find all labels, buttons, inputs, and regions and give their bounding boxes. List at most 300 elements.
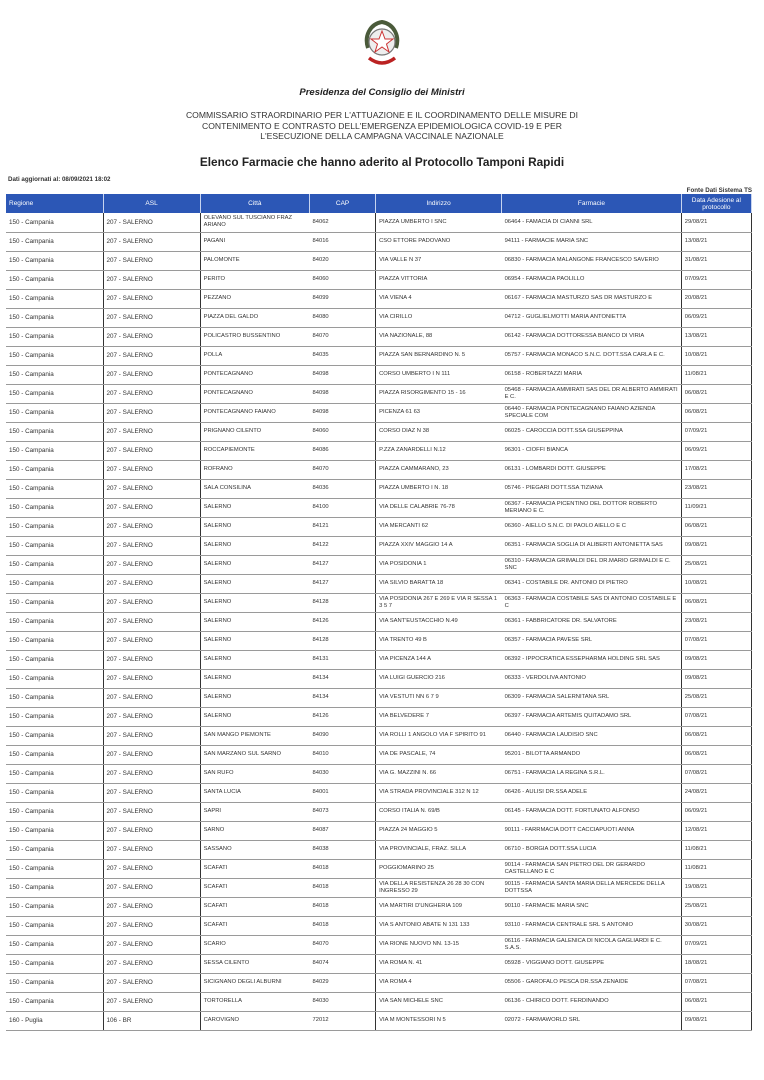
cell-citta: PIAZZA DEL GALDO: [200, 308, 309, 327]
cell-cap: 84018: [310, 859, 376, 878]
cell-regione: 150 - Campania: [6, 498, 103, 517]
cell-indirizzo: PIAZZA XXIV MAGGIO 14 A: [376, 536, 502, 555]
cell-farmacia: 06310 - FARMACIA GRIMALDI DEL DR.MARIO GRIMALDI E C. SNC: [502, 555, 682, 574]
cell-asl: 207 - SALERNO: [103, 460, 200, 479]
cell-farmacia: 06116 - FARMACIA GALENICA DI NICOLA GAGLIARDI E C. S.A.S.: [502, 935, 682, 954]
cell-asl: 207 - SALERNO: [103, 308, 200, 327]
cell-data-adesione: 07/08/21: [681, 973, 751, 992]
cell-citta: CAROVIGNO: [200, 1011, 309, 1030]
cell-farmacia: 06142 - FARMACIA DOTTORESSA BIANCO DI VIRIA: [502, 327, 682, 346]
cell-farmacia: 96301 - CIOFFI BIANCA: [502, 441, 682, 460]
cell-citta: SAN MANGO PIEMONTE: [200, 726, 309, 745]
table-row: [6, 764, 752, 783]
table-row: [6, 498, 752, 517]
cell-regione: 150 - Campania: [6, 992, 103, 1011]
cell-asl: 207 - SALERNO: [103, 707, 200, 726]
cell-citta: PAGANI: [200, 232, 309, 251]
cell-data-adesione: 06/08/21: [681, 745, 751, 764]
cell-citta: PRIGNANO CILENTO: [200, 422, 309, 441]
cell-citta: SALERNO: [200, 574, 309, 593]
cell-citta: SALA CONSILINA: [200, 479, 309, 498]
cell-asl: 207 - SALERNO: [103, 954, 200, 973]
cell-cap: 84126: [310, 707, 376, 726]
cell-farmacia: 94111 - FARMACIE MARIA SNC: [502, 232, 682, 251]
cell-indirizzo: VIA POSIDONIA 267 E 269 E VIA R SESSA 1 3 5 7: [376, 593, 502, 612]
cell-cap: 84062: [310, 213, 376, 232]
cell-data-adesione: 13/08/21: [681, 232, 751, 251]
cell-data-adesione: 10/08/21: [681, 574, 751, 593]
column-header-regione: Regione: [6, 194, 103, 213]
cell-farmacia: 06397 - FARMACIA ARTEMIS QUITADAMO SRL: [502, 707, 682, 726]
cell-farmacia: 06710 - BORGIA DOTT.SSA LUCIA: [502, 840, 682, 859]
table-row: [6, 745, 752, 764]
cell-farmacia: 02072 - FARMAWORLD SRL: [502, 1011, 682, 1030]
cell-farmacia: 95201 - BILOTTA ARMANDO: [502, 745, 682, 764]
cell-regione: 150 - Campania: [6, 593, 103, 612]
table-row: [6, 631, 752, 650]
cell-cap: 84018: [310, 878, 376, 897]
cell-asl: 207 - SALERNO: [103, 878, 200, 897]
table-header-row: [6, 194, 752, 213]
cell-asl: 207 - SALERNO: [103, 517, 200, 536]
cell-cap: 84073: [310, 802, 376, 821]
table-row: [6, 403, 752, 422]
cell-asl: 106 - BR: [103, 1011, 200, 1030]
cell-asl: 207 - SALERNO: [103, 802, 200, 821]
cell-farmacia: 06830 - FARMACIA MALANGONE FRANCESCO SAVERIO: [502, 251, 682, 270]
cell-regione: 150 - Campania: [6, 422, 103, 441]
cell-indirizzo: VIA VALLE N 37: [376, 251, 502, 270]
cell-indirizzo: VIA DELLA RESISTENZA 26 28 30 CON INGRESSO 29: [376, 878, 502, 897]
cell-indirizzo: VIA BELVEDERE 7: [376, 707, 502, 726]
cell-indirizzo: VIA LUIGI GUERCIO 216: [376, 669, 502, 688]
column-header-citta: Città: [200, 194, 309, 213]
cell-cap: 84127: [310, 574, 376, 593]
cell-indirizzo: CORSO ITALIA N. 69/B: [376, 802, 502, 821]
cell-citta: SCAFATI: [200, 878, 309, 897]
cell-farmacia: 04712 - GUGLIELMOTTI MARIA ANTONIETTA: [502, 308, 682, 327]
cell-indirizzo: PIAZZA 24 MAGGIO 5: [376, 821, 502, 840]
cell-indirizzo: VIA SAN MICHELE SNC: [376, 992, 502, 1011]
cell-indirizzo: VIA DE PASCALE, 74: [376, 745, 502, 764]
cell-citta: POLLA: [200, 346, 309, 365]
cell-regione: 150 - Campania: [6, 726, 103, 745]
column-header-indirizzo: Indirizzo: [376, 194, 502, 213]
cell-asl: 207 - SALERNO: [103, 726, 200, 745]
cell-regione: 150 - Campania: [6, 783, 103, 802]
cell-data-adesione: 06/09/21: [681, 441, 751, 460]
cell-indirizzo: VIA STRADA PROVINCIALE 312 N 12: [376, 783, 502, 802]
cell-farmacia: 90114 - FARMACIA SAN PIETRO DEL DR GERARDO CASTELLANO E C: [502, 859, 682, 878]
cell-data-adesione: 07/08/21: [681, 764, 751, 783]
cell-citta: SALERNO: [200, 555, 309, 574]
table-row: [6, 840, 752, 859]
table-row: [6, 384, 752, 403]
cell-data-adesione: 06/08/21: [681, 384, 751, 403]
cell-data-adesione: 07/08/21: [681, 707, 751, 726]
cell-regione: 150 - Campania: [6, 289, 103, 308]
cell-data-adesione: 06/09/21: [681, 308, 751, 327]
cell-cap: 84128: [310, 631, 376, 650]
cell-asl: 207 - SALERNO: [103, 631, 200, 650]
cell-data-adesione: 11/08/21: [681, 840, 751, 859]
table-row: [6, 878, 752, 897]
table-row: [6, 574, 752, 593]
cell-data-adesione: 11/09/21: [681, 498, 751, 517]
cell-asl: 207 - SALERNO: [103, 593, 200, 612]
cell-indirizzo: VIA SANT'EUSTACCHIO N.49: [376, 612, 502, 631]
cell-data-adesione: 06/08/21: [681, 992, 751, 1011]
cell-asl: 207 - SALERNO: [103, 232, 200, 251]
cell-data-adesione: 10/08/21: [681, 346, 751, 365]
cell-asl: 207 - SALERNO: [103, 612, 200, 631]
table-row: [6, 992, 752, 1011]
cell-asl: 207 - SALERNO: [103, 783, 200, 802]
cell-farmacia: 06309 - FARMACIA SALERNITANA SRL: [502, 688, 682, 707]
cell-regione: 150 - Campania: [6, 840, 103, 859]
cell-data-adesione: 11/08/21: [681, 859, 751, 878]
last-updated: Dati aggiornati al: 08/09/2021 18:02: [8, 176, 111, 183]
cell-data-adesione: 23/08/21: [681, 479, 751, 498]
cell-farmacia: 06136 - CHIRICO DOTT. FERDINANDO: [502, 992, 682, 1011]
cell-regione: 150 - Campania: [6, 384, 103, 403]
cell-data-adesione: 23/08/21: [681, 612, 751, 631]
cell-citta: PALOMONTE: [200, 251, 309, 270]
cell-regione: 150 - Campania: [6, 973, 103, 992]
table-row: [6, 346, 752, 365]
cell-cap: 84060: [310, 270, 376, 289]
table-row: [6, 612, 752, 631]
cell-indirizzo: VIA VESTUTI NN 6 7 9: [376, 688, 502, 707]
cell-farmacia: 06440 - FARMACIA PONTECAGNANO FAIANO AZIENDA SPECIALE COM: [502, 403, 682, 422]
cell-data-adesione: 06/08/21: [681, 726, 751, 745]
cell-regione: 150 - Campania: [6, 365, 103, 384]
cell-asl: 207 - SALERNO: [103, 365, 200, 384]
cell-regione: 150 - Campania: [6, 878, 103, 897]
cell-farmacia: 06360 - AIELLO S.N.C. DI PAOLO AIELLO E C: [502, 517, 682, 536]
cell-indirizzo: CORSO UMBERTO I N 111: [376, 365, 502, 384]
cell-farmacia: 06361 - FABBRICATORE DR. SALVATORE: [502, 612, 682, 631]
table-row: [6, 688, 752, 707]
cell-regione: 150 - Campania: [6, 764, 103, 783]
cell-citta: PONTECAGNANO FAIANO: [200, 403, 309, 422]
cell-farmacia: 06131 - LOMBARDI DOTT. GIUSEPPE: [502, 460, 682, 479]
cell-regione: 150 - Campania: [6, 802, 103, 821]
cell-asl: 207 - SALERNO: [103, 384, 200, 403]
cell-asl: 207 - SALERNO: [103, 992, 200, 1011]
cell-indirizzo: VIA PICENZA 144 A: [376, 650, 502, 669]
cell-regione: 150 - Campania: [6, 631, 103, 650]
cell-data-adesione: 20/08/21: [681, 289, 751, 308]
cell-asl: 207 - SALERNO: [103, 669, 200, 688]
cell-farmacia: 06357 - FARMACIA PAVESE SRL: [502, 631, 682, 650]
cell-indirizzo: VIA MARTIRI D'UNGHERIA 109: [376, 897, 502, 916]
cell-data-adesione: 06/09/21: [681, 802, 751, 821]
cell-citta: SCAFATI: [200, 916, 309, 935]
cell-indirizzo: CSO ETTORE PADOVANO: [376, 232, 502, 251]
cell-farmacia: 06145 - FARMACIA DOTT. FORTUNATO ALFONSO: [502, 802, 682, 821]
cell-asl: 207 - SALERNO: [103, 289, 200, 308]
cell-cap: 84070: [310, 935, 376, 954]
cell-asl: 207 - SALERNO: [103, 840, 200, 859]
cell-cap: 84030: [310, 992, 376, 1011]
cell-asl: 207 - SALERNO: [103, 498, 200, 517]
cell-citta: SAPRI: [200, 802, 309, 821]
cell-cap: 84029: [310, 973, 376, 992]
cell-cap: 84018: [310, 916, 376, 935]
table-row: [6, 289, 752, 308]
cell-data-adesione: 07/08/21: [681, 631, 751, 650]
cell-farmacia: 06426 - AULISI DR.SSA ADELE: [502, 783, 682, 802]
cell-citta: SCAFATI: [200, 897, 309, 916]
cell-asl: 207 - SALERNO: [103, 935, 200, 954]
cell-asl: 207 - SALERNO: [103, 346, 200, 365]
table-row: [6, 308, 752, 327]
pharmacy-table: [6, 194, 752, 1031]
document-title: Elenco Farmacie che hanno aderito al Protocollo Tamponi Rapidi: [199, 155, 565, 169]
cell-indirizzo: VIA TRENTO 49 B: [376, 631, 502, 650]
cell-regione: 150 - Campania: [6, 745, 103, 764]
cell-regione: 150 - Campania: [6, 935, 103, 954]
table-row: [6, 1011, 752, 1030]
cell-indirizzo: VIA VIENA 4: [376, 289, 502, 308]
cell-data-adesione: 06/08/21: [681, 593, 751, 612]
cell-indirizzo: VIA ROMA N. 41: [376, 954, 502, 973]
cell-regione: 150 - Campania: [6, 897, 103, 916]
cell-regione: 150 - Campania: [6, 251, 103, 270]
cell-cap: 84030: [310, 764, 376, 783]
cell-regione: 150 - Campania: [6, 479, 103, 498]
column-header-cap: CAP: [310, 194, 376, 213]
cell-citta: SARNO: [200, 821, 309, 840]
cell-indirizzo: VIA POSIDONIA 1: [376, 555, 502, 574]
cell-data-adesione: 11/08/21: [681, 365, 751, 384]
cell-farmacia: 06158 - ROBERTAZZI MARIA: [502, 365, 682, 384]
cell-farmacia: 06341 - COSTABILE DR. ANTONIO DI PIETRO: [502, 574, 682, 593]
cell-citta: OLEVANO SUL TUSCIANO FRAZ ARIANO: [200, 213, 309, 232]
cell-regione: 150 - Campania: [6, 707, 103, 726]
cell-cap: 84099: [310, 289, 376, 308]
cell-indirizzo: POGGIOMARINO 25: [376, 859, 502, 878]
cell-cap: 84018: [310, 897, 376, 916]
cell-indirizzo: VIA ROMA 4: [376, 973, 502, 992]
commissario-line: L'ESECUZIONE DELLA CAMPAGNA VACCINALE NAZIONALE: [260, 131, 504, 141]
table-row: [6, 270, 752, 289]
cell-indirizzo: VIA CIRILLO: [376, 308, 502, 327]
cell-data-adesione: 18/08/21: [681, 954, 751, 973]
cell-asl: 207 - SALERNO: [103, 859, 200, 878]
cell-cap: 84038: [310, 840, 376, 859]
cell-farmacia: 06440 - FARMACIA LAUDISIO SNC: [502, 726, 682, 745]
cell-indirizzo: PIAZZA SAN BERNARDINO N. 5: [376, 346, 502, 365]
table-row: [6, 973, 752, 992]
cell-cap: 84080: [310, 308, 376, 327]
cell-citta: TORTORELLA: [200, 992, 309, 1011]
cell-citta: SALERNO: [200, 517, 309, 536]
cell-data-adesione: 07/09/21: [681, 270, 751, 289]
cell-data-adesione: 24/08/21: [681, 783, 751, 802]
cell-regione: 150 - Campania: [6, 403, 103, 422]
cell-data-adesione: 25/08/21: [681, 555, 751, 574]
cell-citta: PONTECAGNANO: [200, 384, 309, 403]
table-row: [6, 517, 752, 536]
cell-farmacia: 90111 - FARRMACIA DOTT CACCIAPUOTI ANNA: [502, 821, 682, 840]
cell-citta: POLICASTRO BUSSENTINO: [200, 327, 309, 346]
cell-indirizzo: VIA S ANTONIO ABATE N 131 133: [376, 916, 502, 935]
cell-citta: SALERNO: [200, 593, 309, 612]
cell-regione: 150 - Campania: [6, 954, 103, 973]
cell-farmacia: 90110 - FARMACIE MARIA SNC: [502, 897, 682, 916]
emblem-of-italy-icon: [360, 18, 404, 74]
cell-citta: SALERNO: [200, 536, 309, 555]
cell-regione: 150 - Campania: [6, 574, 103, 593]
cell-asl: 207 - SALERNO: [103, 270, 200, 289]
table-row: [6, 707, 752, 726]
cell-citta: PONTECAGNANO: [200, 365, 309, 384]
table-row: [6, 935, 752, 954]
table-row: [6, 726, 752, 745]
cell-farmacia: 93110 - FARMACIA CENTRALE SRL S ANTONIO: [502, 916, 682, 935]
cell-regione: 150 - Campania: [6, 669, 103, 688]
column-header-data-adesione: Data Adesione al protocollo: [681, 194, 751, 213]
cell-data-adesione: 06/08/21: [681, 403, 751, 422]
table-row: [6, 365, 752, 384]
cell-data-adesione: 09/08/21: [681, 669, 751, 688]
cell-asl: 207 - SALERNO: [103, 688, 200, 707]
cell-farmacia: 06954 - FARMACIA PAOLILLO: [502, 270, 682, 289]
cell-data-adesione: 06/08/21: [681, 517, 751, 536]
cell-cap: 84074: [310, 954, 376, 973]
table-row: [6, 802, 752, 821]
table-row: [6, 669, 752, 688]
column-header-farmacie: Farmacie: [502, 194, 682, 213]
cell-citta: SCAFATI: [200, 859, 309, 878]
cell-asl: 207 - SALERNO: [103, 821, 200, 840]
cell-regione: 150 - Campania: [6, 612, 103, 631]
cell-cap: 84134: [310, 669, 376, 688]
cell-cap: 84131: [310, 650, 376, 669]
table-row: [6, 460, 752, 479]
cell-cap: 84126: [310, 612, 376, 631]
cell-regione: 150 - Campania: [6, 346, 103, 365]
cell-asl: 207 - SALERNO: [103, 973, 200, 992]
cell-regione: 160 - Puglia: [6, 1011, 103, 1030]
cell-asl: 207 - SALERNO: [103, 745, 200, 764]
cell-data-adesione: 09/08/21: [681, 536, 751, 555]
cell-data-adesione: 25/08/21: [681, 688, 751, 707]
table-row: [6, 783, 752, 802]
cell-regione: 150 - Campania: [6, 517, 103, 536]
cell-regione: 150 - Campania: [6, 650, 103, 669]
cell-cap: 84098: [310, 403, 376, 422]
table-row: [6, 555, 752, 574]
cell-indirizzo: P.ZZA ZANARDELLI N.12: [376, 441, 502, 460]
cell-indirizzo: VIA MERCANTI 62: [376, 517, 502, 536]
cell-citta: ROFRANO: [200, 460, 309, 479]
cell-asl: 207 - SALERNO: [103, 574, 200, 593]
cell-farmacia: 06464 - FAMACIA DI CIANNI SRL: [502, 213, 682, 232]
cell-indirizzo: PICENZA 61 63: [376, 403, 502, 422]
cell-citta: SALERNO: [200, 707, 309, 726]
cell-asl: 207 - SALERNO: [103, 403, 200, 422]
table-row: [6, 213, 752, 232]
cell-citta: SANTA LUCIA: [200, 783, 309, 802]
presidenza-label: Presidenza del Consiglio dei Ministri: [299, 87, 465, 98]
cell-farmacia: 06751 - FARMACIA LA REGINA S.R.L.: [502, 764, 682, 783]
cell-regione: 150 - Campania: [6, 232, 103, 251]
cell-farmacia: 06392 - IPPOCRATICA ESSEPHARMA HOLDING SRL SAS: [502, 650, 682, 669]
cell-asl: 207 - SALERNO: [103, 764, 200, 783]
table-row: [6, 916, 752, 935]
table-row: [6, 422, 752, 441]
table-row: [6, 479, 752, 498]
cell-citta: SALERNO: [200, 688, 309, 707]
cell-data-adesione: 13/08/21: [681, 327, 751, 346]
cell-regione: 150 - Campania: [6, 327, 103, 346]
cell-citta: SALERNO: [200, 631, 309, 650]
cell-regione: 150 - Campania: [6, 460, 103, 479]
table-row: [6, 441, 752, 460]
cell-indirizzo: VIA RIONE NUOVO NN. 13-15: [376, 935, 502, 954]
cell-asl: 207 - SALERNO: [103, 555, 200, 574]
table-row: [6, 954, 752, 973]
cell-farmacia: 06351 - FARMACIA SOGLIA DI ALIBERTI ANTONIETTA SAS: [502, 536, 682, 555]
cell-indirizzo: VIA NAZIONALE, 88: [376, 327, 502, 346]
cell-farmacia: 05757 - FARMACIA MONACO S.N.C. DOTT.SSA CARLA E C.: [502, 346, 682, 365]
cell-indirizzo: PIAZZA UMBERTO I N. 18: [376, 479, 502, 498]
table-row: [6, 650, 752, 669]
cell-citta: ROCCAPIEMONTE: [200, 441, 309, 460]
table-row: [6, 897, 752, 916]
cell-cap: 84098: [310, 384, 376, 403]
column-header-asl: ASL: [103, 194, 200, 213]
cell-data-adesione: 17/08/21: [681, 460, 751, 479]
cell-cap: 84098: [310, 365, 376, 384]
cell-cap: 84127: [310, 555, 376, 574]
cell-citta: PEZZANO: [200, 289, 309, 308]
cell-data-adesione: 12/08/21: [681, 821, 751, 840]
cell-data-adesione: 25/08/21: [681, 897, 751, 916]
cell-citta: PERITO: [200, 270, 309, 289]
cell-indirizzo: PIAZZA RISORGIMENTO 15 - 16: [376, 384, 502, 403]
cell-regione: 150 - Campania: [6, 555, 103, 574]
cell-data-adesione: 07/09/21: [681, 422, 751, 441]
cell-cap: 84086: [310, 441, 376, 460]
cell-cap: 84128: [310, 593, 376, 612]
cell-farmacia: 06333 - VERDOLIVA ANTONIO: [502, 669, 682, 688]
cell-citta: SALERNO: [200, 669, 309, 688]
cell-cap: 84010: [310, 745, 376, 764]
cell-data-adesione: 09/08/21: [681, 1011, 751, 1030]
cell-citta: SASSANO: [200, 840, 309, 859]
cell-indirizzo: PIAZZA CAMMARANO, 23: [376, 460, 502, 479]
cell-citta: SCARIO: [200, 935, 309, 954]
commissario-heading: [0, 110, 764, 142]
cell-cap: 84035: [310, 346, 376, 365]
cell-farmacia: 06025 - CAROCCIA DOTT.SSA GIUSEPPINA: [502, 422, 682, 441]
cell-asl: 207 - SALERNO: [103, 422, 200, 441]
cell-data-adesione: 31/08/21: [681, 251, 751, 270]
cell-cap: 84134: [310, 688, 376, 707]
cell-indirizzo: PIAZZA UMBERTO I SNC: [376, 213, 502, 232]
cell-indirizzo: CORSO DIAZ N 38: [376, 422, 502, 441]
cell-cap: 84060: [310, 422, 376, 441]
cell-cap: 84090: [310, 726, 376, 745]
cell-cap: 84016: [310, 232, 376, 251]
cell-regione: 150 - Campania: [6, 916, 103, 935]
cell-cap: 72012: [310, 1011, 376, 1030]
table-row: [6, 821, 752, 840]
